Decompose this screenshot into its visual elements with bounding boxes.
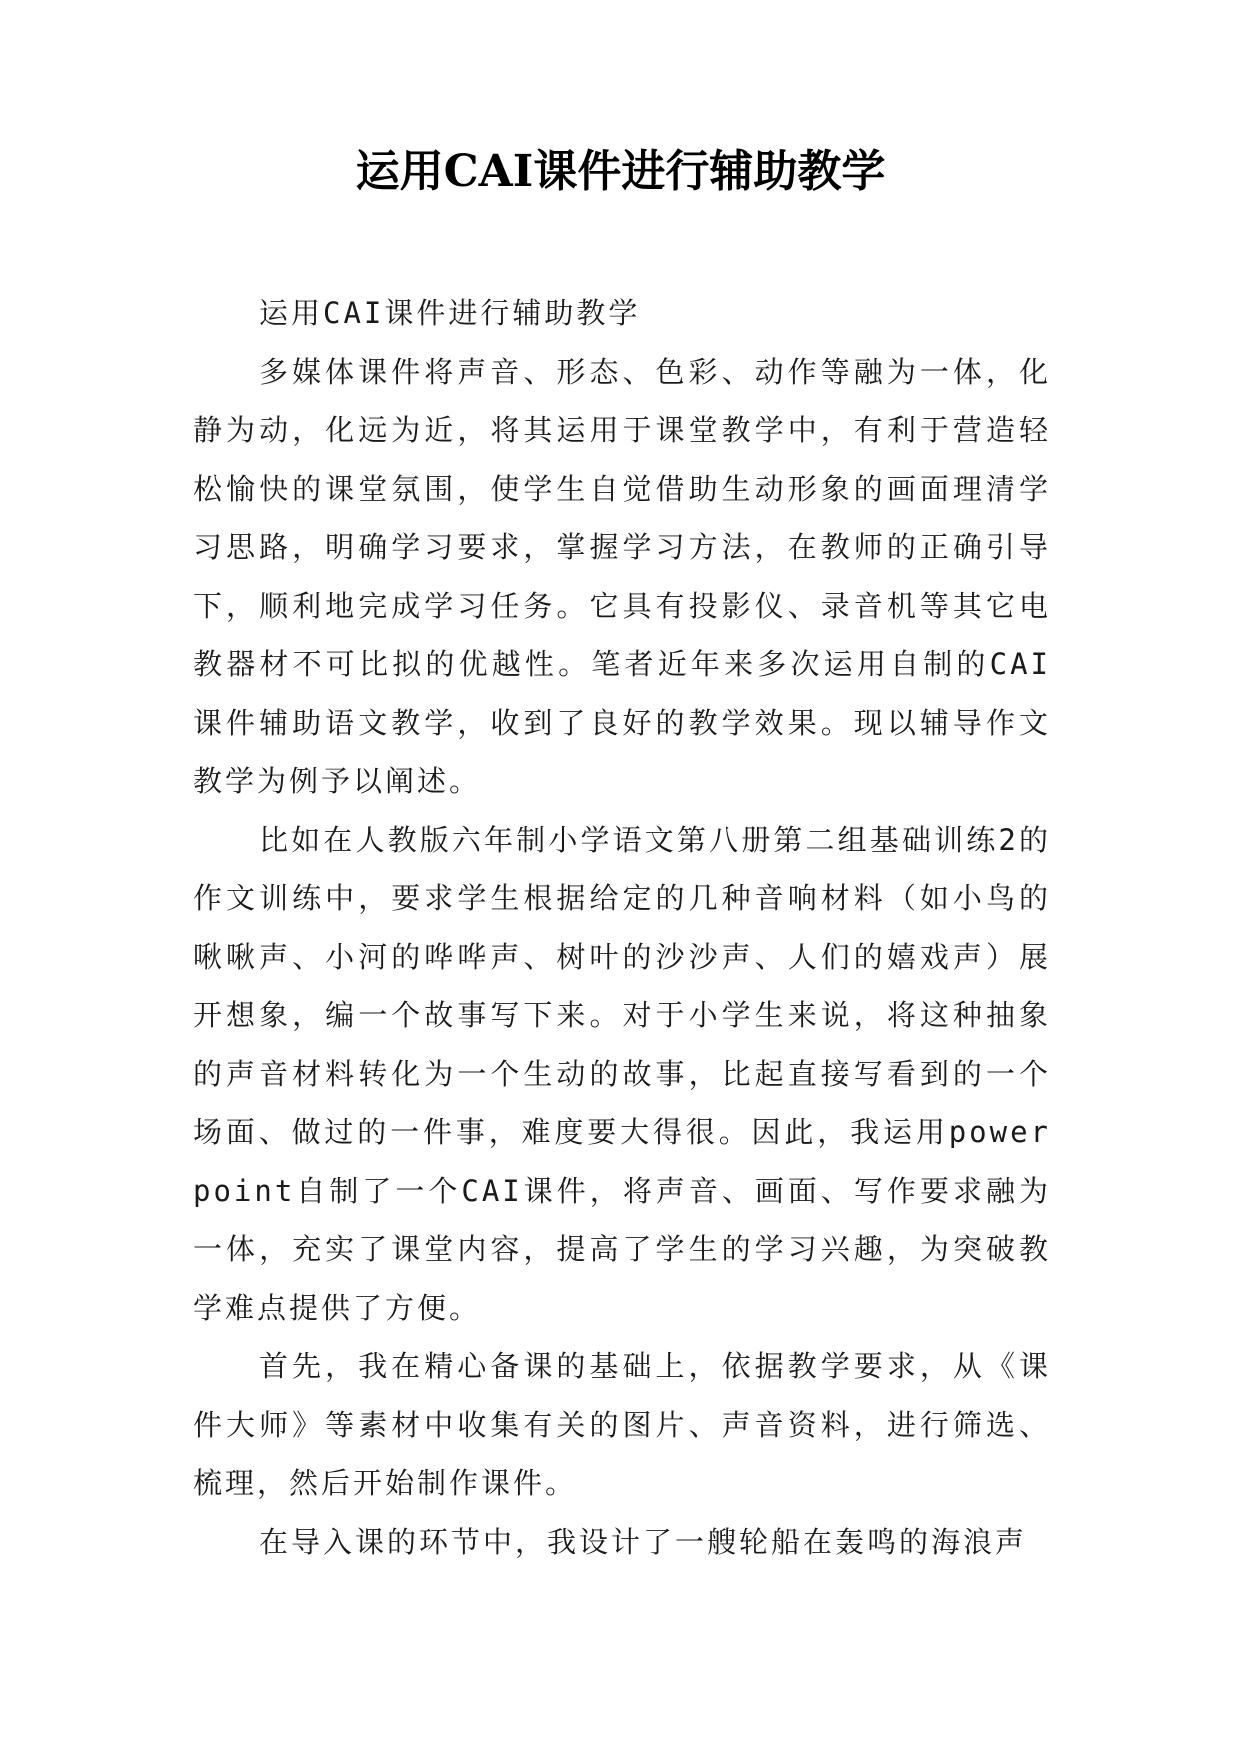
document-body — [193, 284, 1051, 1571]
paragraph-preparation: 首先，我在精心备课的基础上，依据教学要求，从《课件大师》等素材中收集有关的图片、声音资料，进行筛选、梳理，然后开始制作课件。 — [193, 1349, 1051, 1500]
paragraph-subtitle: 运用CAI课件进行辅助教学 — [259, 296, 641, 330]
paragraph-introduction-stage: 在导入课的环节中，我设计了一艘轮船在轰鸣的海浪声 — [259, 1524, 1028, 1559]
paragraph-example: 比如在人教版六年制小学语文第八册第二组基础训练2的作文训练中，要求学生根据给定的几种音响材料（如小鸟的啾啾声、小河的哗哗声、树叶的沙沙声、人们的嬉戏声）展开想象，编一个故事写下来。对于小学生来说，将这种抽象的声音材料转化为一个生动的故事，比起直接写看到的一个场面、做过的一件事，难度要大得很。因此，我运用powerpoint自制了一个CAI课件，将声音、画面、写作要求融为一体，充实了课堂内容，提高了学生的学习兴趣，为突破教学难点提供了方便。 — [193, 822, 1051, 1325]
document-title: 运用CAI课件进行辅助教学 — [355, 146, 886, 197]
paragraph-intro: 多媒体课件将声音、形态、色彩、动作等融为一体，化静为动，化远为近，将其运用于课堂教学中，有利于营造轻松愉快的课堂氛围，使学生自觉借助生动形象的画面理清学习思路，明确学习要求，掌握学习方法，在教师的正确引导下，顺利地完成学习任务。它具有投影仪、录音机等其它电教器材不可比拟的优越性。笔者近年来多次运用自制的CAI课件辅助语文教学，收到了良好的教学效果。现以辅导作文教学为例予以阐述。 — [193, 354, 1051, 798]
